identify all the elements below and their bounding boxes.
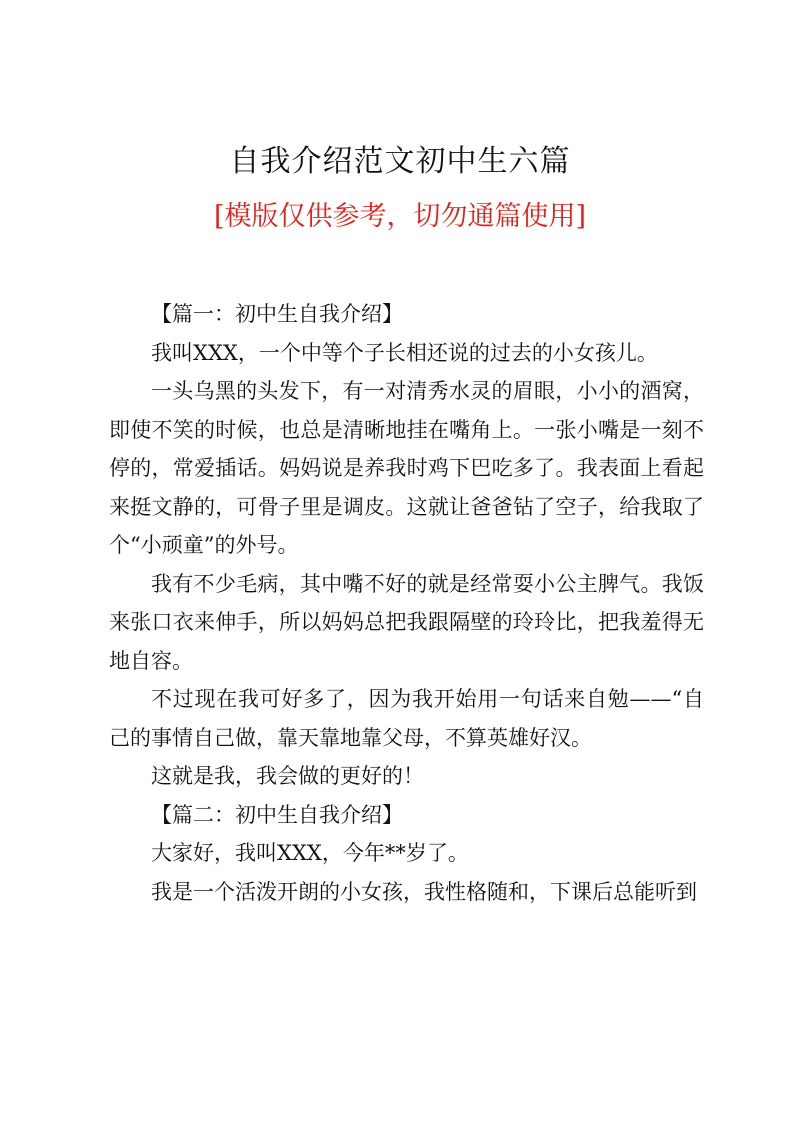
section-heading: 【篇二：初中生自我介绍】 bbox=[151, 802, 403, 827]
paragraph: 这就是我，我会做的更好的！ bbox=[151, 764, 424, 788]
paragraph: 我有不少毛病，其中嘴不好的就是经常耍小公主脾气。我饭来张口衣来伸手，所以妈妈总把我跟隔壁的玲玲比，把我羞得无地自容。 bbox=[109, 571, 704, 673]
document-subtitle: [模版仅供参考，切勿通篇使用] bbox=[213, 201, 587, 232]
paragraph: 我是一个活泼开朗的小女孩，我性格随和，下课后总能听到 bbox=[151, 879, 697, 904]
paragraph: 大家好，我叫XXX，今年**岁了。 bbox=[151, 841, 469, 865]
document-title: 自我介绍范文初中生六篇 bbox=[229, 144, 571, 179]
paragraph: 我叫XXX，一个中等个子长相还说的过去的小女孩儿。 bbox=[151, 340, 658, 365]
document-body bbox=[109, 295, 704, 911]
paragraph: 不过现在我可好多了，因为我开始用一句话来自勉——“自己的事情自己做，靠天靠地靠父母，不算英雄好汉。 bbox=[109, 687, 704, 750]
section-heading: 【篇一：初中生自我介绍】 bbox=[151, 302, 403, 326]
paragraph: 一头乌黑的头发下，有一对清秀水灵的眉眼，小小的酒窝，即使不笑的时候，也总是清晰地挂在嘴角上。一张小嘴是一刻不停的，常爱插话。妈妈说是养我时鸡下巴吃多了。我表面上看起来挺文静的，可骨子里是调皮。这就让爸爸钻了空子，给我取了个“小顽童”的外号。 bbox=[109, 379, 704, 557]
